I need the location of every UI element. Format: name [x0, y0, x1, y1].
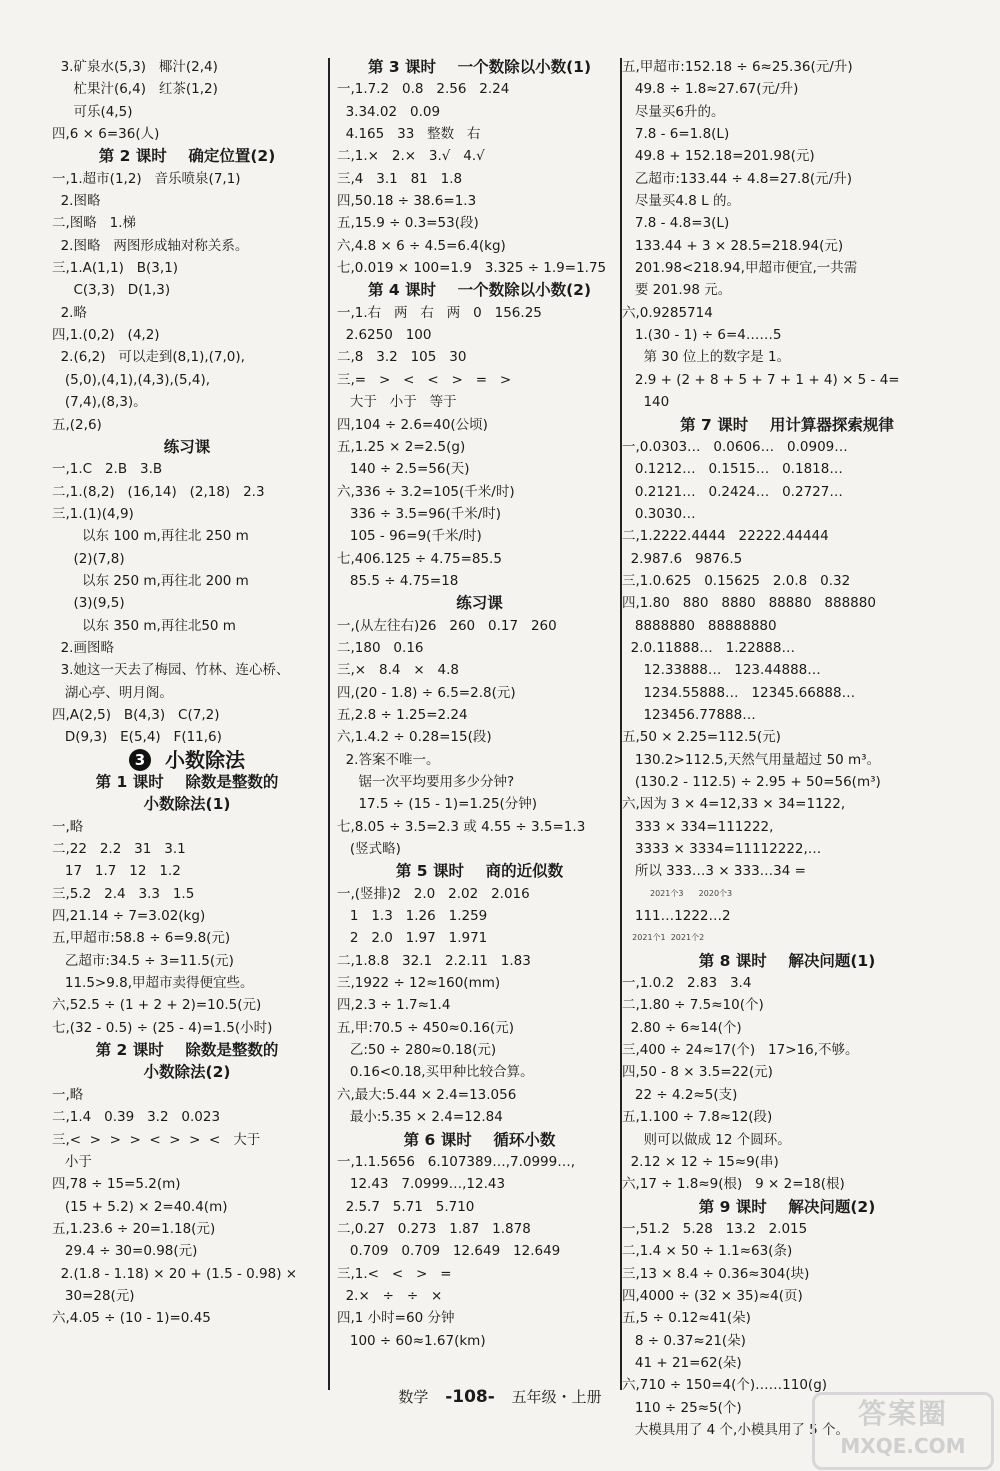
answer-line: 0.1212… 0.1515… 0.1818…	[622, 461, 843, 478]
footer-grade: 五年级・上册	[511, 1388, 602, 1406]
answer-line: 以东 350 m,再往北50 m	[52, 617, 236, 634]
answer-line: 2.12 × 12 ÷ 15≈9(串)	[622, 1153, 779, 1170]
answer-line: 二,22 2.2 31 3.1	[52, 841, 186, 858]
lesson-heading: 小数除法(1)	[143, 795, 231, 814]
answer-line: 三,400 ÷ 24≈17(个) 17>16,不够。	[622, 1042, 859, 1059]
answer-line: 一,(竖排)2 2.0 2.02 2.016	[337, 885, 530, 902]
answer-line: 七,406.125 ÷ 4.75=85.5	[337, 550, 502, 567]
answer-line: 五,(2,6)	[52, 416, 102, 433]
answer-line: 一,1.1.5656 6.107389…,7.0999…,	[337, 1153, 576, 1170]
answer-line: 乙超市:34.5 ÷ 3=11.5(元)	[52, 952, 234, 969]
answer-line: 四,6 × 6=36(人)	[52, 126, 160, 143]
lesson-heading: 练习课	[163, 437, 211, 456]
answer-line: 2.(6,2) 可以走到(8,1),(7,0),	[52, 349, 245, 366]
answer-line: 1234.55888… 12345.66888…	[622, 684, 856, 701]
answer-line: 12.43 7.0999…,12.43	[337, 1176, 506, 1193]
answer-line: 六,4.05 ÷ (10 - 1)=0.45	[52, 1310, 211, 1327]
answer-column-3	[622, 56, 952, 1441]
answer-line: 三,1.(1)(4,9)	[52, 505, 134, 522]
answer-line: 2.6250 100	[337, 327, 432, 344]
lesson-heading: 第 6 课时 循环小数	[403, 1130, 556, 1149]
answer-line: 四,50 - 8 × 3.5=22(元)	[622, 1064, 773, 1081]
answer-line: 锯一次平均要用多少分钟?	[337, 774, 515, 790]
answer-line: 一,0.0303… 0.0606… 0.0909…	[622, 438, 848, 455]
answer-line: 201.98<218.94,甲超市便宜,一共需	[622, 260, 858, 277]
answer-line: 100 ÷ 60≈1.67(km)	[337, 1332, 486, 1349]
answer-line: 三,5.2 2.4 3.3 1.5	[52, 885, 195, 902]
unit-heading	[52, 749, 322, 771]
answer-line: 22 ÷ 4.2≈5(支)	[622, 1086, 738, 1103]
answer-line: 2.答案不唯一。	[337, 751, 440, 768]
answer-line: 2.图略 两图形成轴对称关系。	[52, 237, 249, 254]
answer-column-1	[52, 56, 322, 1330]
answer-line: 2.0.11888… 1.22888…	[622, 639, 795, 656]
answer-line: 8 ÷ 0.37≈21(朵)	[622, 1332, 746, 1349]
answer-line: 四,1 小时=60 分钟	[337, 1310, 455, 1327]
answer-line: 小于	[52, 1153, 92, 1170]
answer-line: 85.5 ÷ 4.75=18	[337, 572, 459, 589]
answer-line: 41 + 21=62(朵)	[622, 1354, 742, 1371]
answer-line: 四,2.3 ÷ 1.7≈1.4	[337, 997, 451, 1014]
answer-line: 2.5.7 5.71 5.710	[337, 1198, 475, 1215]
answer-line: 六,52.5 ÷ (1 + 2 + 2)=10.5(元)	[52, 997, 262, 1014]
lesson-heading: 第 2 课时 确定位置(2)	[98, 147, 276, 166]
answer-line: 尽量买4.8 L 的。	[622, 193, 740, 210]
lesson-heading: 第 3 课时 一个数除以小数(1)	[367, 58, 592, 76]
answer-line: 2.987.6 9876.5	[622, 550, 743, 567]
answer-line: 三,1.A(1,1) B(3,1)	[52, 260, 179, 277]
answer-line: 二,0.27 0.273 1.87 1.878	[337, 1220, 531, 1237]
answer-line: 大于 小于 等于	[337, 394, 457, 411]
lesson-heading: 第 8 课时 解决问题(1)	[698, 951, 876, 970]
answer-line: 30=28(元)	[52, 1287, 135, 1304]
answer-line: 六,0.9285714	[622, 304, 713, 321]
answer-line: 一,1.7.2 0.8 2.56 2.24	[337, 81, 510, 98]
answer-line: 一,51.2 5.28 13.2 2.015	[622, 1220, 808, 1237]
answer-line: 0.3030…	[622, 505, 696, 522]
answer-line: 六,1.4.2 ÷ 0.28=15(段)	[337, 729, 492, 746]
lesson-heading: 第 7 课时 用计算器探索规律	[680, 415, 894, 434]
lesson-heading: 第 4 课时 一个数除以小数(2)	[367, 281, 592, 300]
answer-line: 六,17 ÷ 1.8≈9(根) 9 × 2=18(根)	[622, 1176, 845, 1193]
answer-line: 一,1.超市(1,2) 音乐喷泉(7,1)	[52, 170, 241, 187]
answer-line: 4.165 33 整数 右	[337, 126, 481, 143]
answer-line: 3.矿泉水(5,3) 椰汁(2,4)	[52, 59, 218, 75]
answer-line: 三,13 × 8.4 ÷ 0.36≈304(块)	[622, 1265, 810, 1282]
brace-annotation: 2021个3 2020个3	[622, 888, 733, 898]
lesson-heading: 小数除法(2)	[143, 1063, 231, 1082]
answer-line: 五,甲超市:152.18 ÷ 6≈25.36(元/升)	[622, 59, 853, 75]
answer-line: 五,1.25 × 2=2.5(g)	[337, 438, 466, 455]
answer-line: 0.16<0.18,买甲种比较合算。	[337, 1064, 534, 1081]
answer-line: 七,0.019 × 100=1.9 3.325 ÷ 1.9=1.75	[337, 260, 607, 277]
answer-line: 二,1.2222.4444 22222.44444	[622, 528, 829, 545]
answer-line: 二,1.4 0.39 3.2 0.023	[52, 1109, 221, 1126]
answer-line: 2.略	[52, 304, 87, 321]
answer-line: 三,4 3.1 81 1.8	[337, 170, 463, 187]
answer-line: 四,50.18 ÷ 38.6=1.3	[337, 193, 477, 210]
answer-line: 49.8 ÷ 1.8≈27.67(元/升)	[622, 81, 799, 98]
answer-line: 0.709 0.709 12.649 12.649	[337, 1243, 561, 1260]
lesson-heading: 第 1 课时 除数是整数的	[95, 773, 279, 791]
answer-line: 七,8.05 ÷ 3.5=2.3 或 4.55 ÷ 3.5=1.3	[337, 818, 586, 835]
answer-line: 七,(32 - 0.5) ÷ (25 - 4)=1.5(小时)	[52, 1019, 273, 1036]
answer-line: 3333 × 3334=11112222,…	[622, 841, 822, 858]
answer-line: 一,1.右 两 右 两 0 156.25	[337, 304, 542, 321]
answer-line: 四,(20 - 1.8) ÷ 6.5=2.8(元)	[337, 684, 516, 701]
answer-line: 140	[622, 394, 670, 411]
answer-line: 123456.77888…	[622, 706, 756, 723]
answer-line: 三,1922 ÷ 12≈160(mm)	[337, 975, 501, 992]
column-divider	[328, 58, 330, 1390]
answer-line: 130.2>112.5,天然气用量超过 50 m³。	[622, 751, 881, 768]
answer-line: 17.5 ÷ (15 - 1)=1.25(分钟)	[337, 796, 538, 813]
answer-line: 333 × 334=111222,	[622, 818, 774, 835]
answer-line: 四,78 ÷ 15=5.2(m)	[52, 1176, 181, 1193]
answer-line: 二,1.4 × 50 ÷ 1.1≈63(条)	[622, 1243, 793, 1260]
answer-line: 五,2.8 ÷ 1.25=2.24	[337, 706, 468, 723]
answer-line: (竖式略)	[337, 841, 401, 858]
answer-line: 0.2121… 0.2424… 0.2727…	[622, 483, 843, 500]
watermark-url: MXQE.COM	[840, 1434, 966, 1458]
answer-line: 105 - 96=9(千米/时)	[337, 528, 482, 545]
answer-line: 三,< > > > < > > < 大于	[52, 1131, 261, 1148]
answer-line: 乙超市:133.44 ÷ 4.8=27.8(元/升)	[622, 170, 852, 187]
answer-line: 所以 333…3 × 333…34 =	[622, 863, 806, 880]
answer-line: 三,1.0.625 0.15625 2.0.8 0.32	[622, 572, 851, 589]
answer-line: 六,4.8 × 6 ÷ 4.5=6.4(kg)	[337, 237, 506, 254]
brace-annotation: 2021个1 2021个2	[622, 933, 705, 943]
footer-subject: 数学	[398, 1388, 429, 1406]
lesson-heading: 第 2 课时 除数是整数的	[95, 1041, 279, 1060]
answer-line: 12.33888… 123.44888…	[622, 662, 821, 679]
answer-line: 2.9 + (2 + 8 + 5 + 7 + 1 + 4) × 5 - 4=	[622, 371, 900, 388]
answer-line: (130.2 - 112.5) ÷ 2.95 + 50=56(m³)	[622, 774, 881, 790]
answer-line: 二,图略 1.梯	[52, 215, 137, 232]
answer-line: 要 201.98 元。	[622, 282, 732, 299]
answer-line: 以东 250 m,再往北 200 m	[52, 572, 249, 589]
answer-line: 四,21.14 ÷ 7=3.02(kg)	[52, 908, 206, 925]
answer-line: 则可以做成 12 个圆环。	[622, 1131, 791, 1148]
answer-line: 111…1222…2	[622, 908, 731, 925]
answer-line: 2 2.0 1.97 1.971	[337, 930, 488, 947]
answer-line: C(3,3) D(1,3)	[52, 282, 171, 299]
answer-line: 五,1.23.6 ÷ 20=1.18(元)	[52, 1220, 216, 1237]
answer-line: 大模具用了 4 个,小模具用了 5 个。	[622, 1421, 850, 1438]
answer-line: 49.8 + 152.18=201.98(元)	[622, 148, 815, 165]
watermark-logo	[812, 1392, 994, 1470]
answer-line: (15 + 5.2) × 2=40.4(m)	[52, 1198, 228, 1215]
lesson-heading: 第 9 课时 解决问题(2)	[698, 1197, 876, 1216]
answer-line: 110 ÷ 25≈5(个)	[622, 1399, 742, 1416]
answer-line: (7,4),(8,3)。	[52, 394, 147, 411]
answer-line: 17 1.7 12 1.2	[52, 863, 181, 880]
answer-line: 2.80 ÷ 6≈14(个)	[622, 1019, 742, 1036]
answer-line: 336 ÷ 3.5=96(千米/时)	[337, 505, 502, 522]
answer-line: 五,甲超市:58.8 ÷ 6=9.8(元)	[52, 930, 231, 947]
answer-line: 2.× ÷ ÷ ×	[337, 1287, 443, 1304]
answer-line: 五,5 ÷ 0.12≈41(朵)	[622, 1310, 751, 1327]
answer-line: 杧果汁(6,4) 红茶(1,2)	[52, 81, 218, 98]
answer-line: 一,1.C 2.B 3.B	[52, 461, 163, 478]
answer-line: D(9,3) E(5,4) F(11,6)	[52, 729, 222, 746]
answer-line: 三,× 8.4 × 4.8	[337, 662, 459, 679]
answer-line: 7.8 - 4.8=3(L)	[622, 215, 730, 232]
answer-line: 7.8 - 6=1.8(L)	[622, 126, 730, 143]
answer-line: 11.5>9.8,甲超市卖得便宜些。	[52, 975, 254, 992]
answer-line: 湖心亭、明月阁。	[52, 684, 173, 701]
answer-line: 一,1.0.2 2.83 3.4	[622, 975, 752, 992]
lesson-heading: 第 5 课时 商的近似数	[395, 862, 564, 881]
answer-line: (3)(9,5)	[52, 595, 125, 612]
answer-line: 五,甲:70.5 ÷ 450≈0.16(元)	[337, 1019, 514, 1036]
answer-line: 五,1.100 ÷ 7.8≈12(段)	[622, 1109, 773, 1126]
answer-line: (2)(7,8)	[52, 550, 125, 567]
answer-line: 可乐(4,5)	[52, 103, 133, 120]
answer-line: 2.图略	[52, 193, 101, 210]
answer-line: 二,1.80 ÷ 7.5≈10(个)	[622, 997, 764, 1014]
watermark-text: 答案圈	[857, 1397, 948, 1430]
answer-line: 二,1.8.8 32.1 2.2.11 1.83	[337, 952, 531, 969]
answer-line: 四,A(2,5) B(4,3) C(7,2)	[52, 706, 220, 723]
answer-line: 四,4000 ÷ (32 × 35)≈4(页)	[622, 1287, 803, 1304]
answer-line: 1.(30 - 1) ÷ 6=4……5	[622, 327, 782, 344]
answer-line: 3.34.02 0.09	[337, 103, 441, 120]
answer-line: 三,= > < < > = >	[337, 371, 512, 388]
answer-line: 六,因为 3 × 4=12,33 × 34=1122,	[622, 796, 846, 813]
lesson-heading: 练习课	[456, 594, 503, 613]
answer-line: 一,略	[52, 818, 84, 835]
answer-line: 四,1.80 880 8880 88880 888880	[622, 595, 876, 612]
answer-column-2	[337, 56, 622, 1352]
answer-line: 乙:50 ÷ 280≈0.18(元)	[337, 1042, 497, 1059]
answer-line: 一,略	[52, 1086, 84, 1103]
unit-title: 小数除法	[165, 747, 245, 772]
answer-line: 最小:5.35 × 2.4=12.84	[337, 1109, 503, 1126]
unit-number-badge: 3	[129, 749, 151, 771]
answer-line: 二,180 0.16	[337, 639, 424, 656]
answer-line: 8888880 88888880	[622, 617, 777, 634]
answer-line: 2.画图略	[52, 639, 114, 656]
answer-line: 以东 100 m,再往北 250 m	[52, 528, 249, 545]
page-number: -108-	[445, 1387, 495, 1407]
answer-line: 第 30 位上的数字是 1。	[622, 349, 791, 366]
answer-line: (5,0),(4,1),(4,3),(5,4),	[52, 371, 211, 388]
answer-line: 二,8 3.2 105 30	[337, 349, 467, 366]
answer-line: 五,50 × 2.25=112.5(元)	[622, 729, 781, 746]
answer-line: 六,710 ÷ 150=4(个)……110(g)	[622, 1377, 828, 1394]
answer-line: 六,336 ÷ 3.2=105(千米/时)	[337, 483, 515, 500]
answer-line: 一,(从左往右)26 260 0.17 260	[337, 617, 557, 634]
answer-line: 尽量买6升的。	[622, 103, 725, 120]
answer-line: 140 ÷ 2.5=56(天)	[337, 461, 470, 478]
answer-line: 29.4 ÷ 30=0.98(元)	[52, 1243, 198, 1260]
answer-line: 二,1.(8,2) (16,14) (2,18) 2.3	[52, 483, 265, 500]
answer-line: 133.44 + 3 × 28.5=218.94(元)	[622, 237, 844, 254]
answer-line: 三,1.< < > =	[337, 1265, 452, 1282]
answer-line: 二,1.× 2.× 3.√ 4.√	[337, 148, 485, 165]
answer-line: 3.她这一天去了梅园、竹林、连心桥、	[52, 662, 290, 679]
answer-line: 四,1.(0,2) (4,2)	[52, 327, 160, 344]
answer-line: 1 1.3 1.26 1.259	[337, 908, 488, 925]
answer-line: 五,15.9 ÷ 0.3=53(段)	[337, 215, 479, 232]
answer-line: 六,最大:5.44 × 2.4=13.056	[337, 1086, 517, 1103]
answer-line: 2.(1.8 - 1.18) × 20 + (1.5 - 0.98) ×	[52, 1265, 298, 1282]
answer-line: 四,104 ÷ 2.6=40(公顷)	[337, 416, 488, 433]
